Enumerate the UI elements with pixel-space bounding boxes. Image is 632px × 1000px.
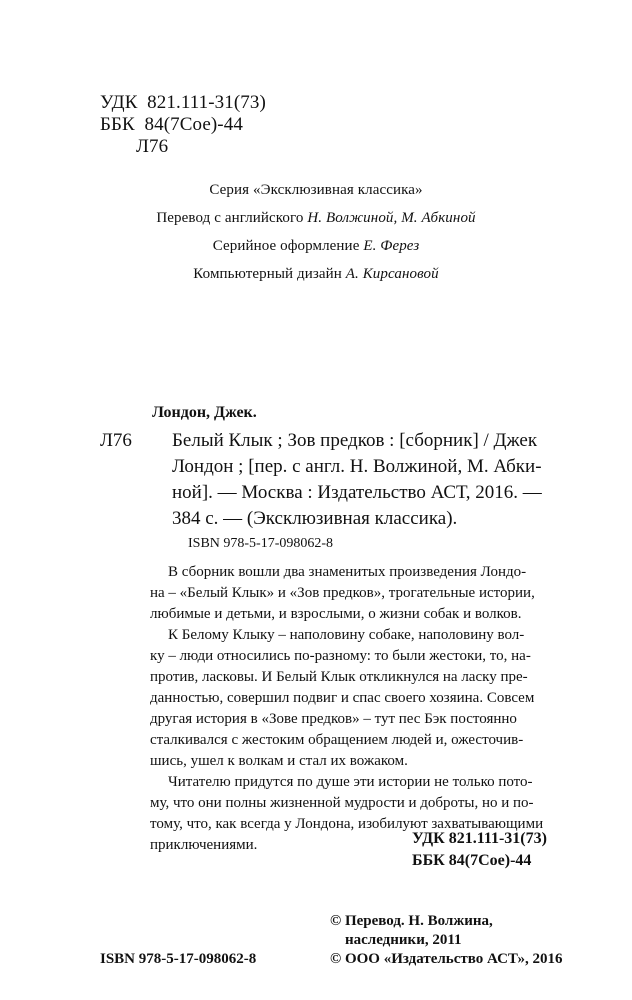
cover-label: Серийное оформление bbox=[212, 238, 360, 254]
copyright-line: наследники, 2011 bbox=[345, 932, 462, 948]
udk-line bbox=[100, 92, 266, 114]
translation-line bbox=[0, 210, 632, 227]
annotation-line: му, что они полны жизненной мудрости и доброты, но и по- bbox=[150, 795, 534, 811]
codes-bbk: ББК 84(7Сое)-44 bbox=[412, 852, 532, 869]
computer-design-line bbox=[0, 266, 632, 283]
annotation-line: Читателю придутся по душе эти истории не только пото- bbox=[168, 774, 533, 790]
annotation-line: тому, что, как всегда у Лондона, изобилуют захватывающими bbox=[150, 816, 544, 832]
annotation bbox=[150, 562, 550, 856]
annotation-line: приключениями. bbox=[150, 837, 258, 853]
bbk-line bbox=[100, 114, 243, 136]
catalog-line: Лондон ; [пер. с англ. Н. Волжиной, М. Абки- bbox=[172, 456, 542, 477]
bbk-label: ББК bbox=[100, 114, 135, 135]
annotation-line: К Белому Клыку – наполовину собаке, наполовину вол- bbox=[168, 627, 525, 643]
annotation-line: данностью, совершил подвиг и спас своего хозяина. Совсем bbox=[150, 690, 535, 706]
annotation-line: любимые и детьми, и взрослыми, о жизни собак и волков. bbox=[150, 606, 522, 622]
catalog-description bbox=[172, 428, 542, 532]
annotation-line: на – «Белый Клык» и «Зов предков», трогательные истории, bbox=[150, 585, 535, 601]
annotation-line: против, ласковы. И Белый Клык откликнулся на ласку пре- bbox=[150, 669, 528, 685]
annotation-line: другая история в «Зове предков» – тут пес Бэк постоянно bbox=[150, 711, 517, 727]
copyright-line: © ООО «Издательство АСТ», 2016 bbox=[330, 951, 563, 967]
catalog-author-heading: Лондон, Джек. bbox=[152, 404, 257, 421]
author-mark: Л76 bbox=[136, 136, 169, 157]
catalog-mark: Л76 bbox=[100, 430, 132, 451]
bbk-value: 84(7Сое)-44 bbox=[144, 114, 243, 135]
annotation-paragraph-2 bbox=[150, 625, 550, 772]
annotation-line: ку – люди относились по-разному: то были жестоки, то, на- bbox=[150, 648, 531, 664]
copyright-block bbox=[330, 912, 563, 969]
catalog-line: ной]. — Москва : Издательство АСТ, 2016. — bbox=[172, 482, 542, 503]
translation-label: Перевод с английского bbox=[156, 210, 304, 226]
annotation-line: шись, ушел к волкам и стал их вожаком. bbox=[150, 753, 408, 769]
udk-label: УДК bbox=[100, 92, 138, 113]
series-line: Серия «Эксклюзивная классика» bbox=[209, 182, 423, 198]
cover-name: Е. Ферез bbox=[363, 238, 420, 254]
annotation-line: сталкивался с жестоким обращением людей и, ожесточив- bbox=[150, 732, 524, 748]
translation-names: Н. Волжиной, М. Абкиной bbox=[307, 210, 476, 226]
design-name: А. Кирсановой bbox=[345, 266, 439, 282]
design-label: Компьютерный дизайн bbox=[193, 266, 342, 282]
codes-udk: УДК 821.111-31(73) bbox=[412, 830, 547, 847]
annotation-line: В сборник вошли два знаменитых произведения Лондо- bbox=[168, 564, 527, 580]
catalog-line: 384 с. — (Эксклюзивная классика). bbox=[172, 508, 458, 529]
annotation-paragraph-1 bbox=[150, 562, 550, 625]
footer-isbn: ISBN 978-5-17-098062-8 bbox=[100, 951, 257, 967]
catalog-isbn: ISBN 978-5-17-098062-8 bbox=[188, 536, 334, 551]
catalog-line: Белый Клык ; Зов предков : [сборник] / Джек bbox=[172, 430, 538, 451]
udk-value: 821.111-31(73) bbox=[147, 92, 266, 113]
cover-design-line bbox=[0, 238, 632, 255]
copyright-line: © Перевод. Н. Волжина, bbox=[330, 913, 493, 929]
